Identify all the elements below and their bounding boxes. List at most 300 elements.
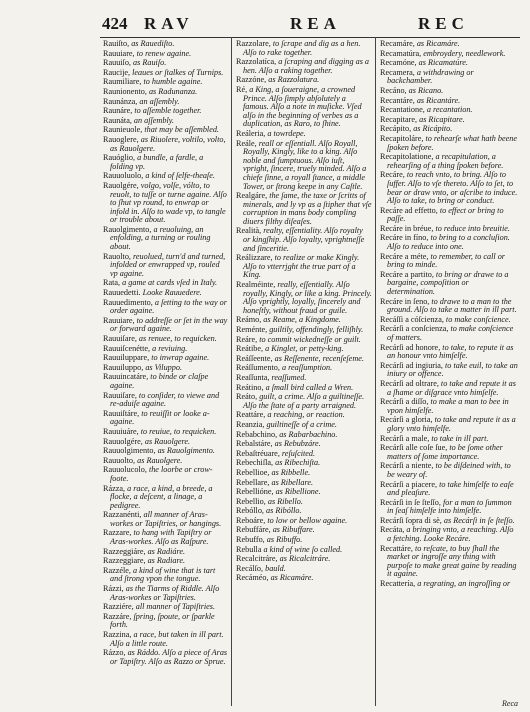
dictionary-entry	[103, 289, 228, 298]
entry-definition: as Rauolgere.	[144, 436, 191, 446]
entry-headword: Razziére,	[103, 602, 136, 612]
entry-headword: Recáméo,	[236, 573, 271, 583]
entry-definition: as Ribello.	[267, 496, 303, 506]
entry-definition: to humble againe.	[143, 77, 203, 87]
entry-definition: to ſcrape and dig as a hen. Alſo to rake together.	[243, 40, 361, 57]
dictionary-entry	[236, 374, 372, 383]
dictionary-entry	[236, 345, 372, 354]
entry-headword: Realità,	[236, 226, 264, 236]
entry-definition: as Rauolgere.	[137, 455, 183, 465]
entry-headword: Recapitolatione,	[380, 152, 436, 162]
dictionary-entry	[103, 557, 228, 566]
entry-definition: a King, a ſoueraigne, a crowned Prince. Alſo ſimply abſolutely a famous. Alſo a note in muſicke. Vſed alſo in the beginning of verbes as a duplication, as Raro, to ſhine.	[243, 84, 362, 129]
entry-headword: Rauuolucolo,	[103, 465, 149, 475]
entry-definition: to hang with Tapiſtry or Aras-workes. Alſo as Raſpure.	[110, 528, 212, 547]
dictionary-entry	[103, 345, 228, 354]
dictionary-entry	[380, 380, 518, 397]
entry-headword: Rauolgimento,	[103, 224, 154, 234]
entry-headword: Recamera,	[380, 67, 417, 77]
dictionary-entry	[236, 281, 372, 315]
dictionary-entry	[380, 234, 518, 251]
entry-headword: Reáleria,	[236, 128, 268, 138]
dictionary-entry	[236, 555, 372, 564]
entry-definition: for a man to ſummon in ſeaſ himſelfe into himſelfe.	[387, 497, 512, 516]
entry-headword: Recárſi a piacere,	[380, 479, 440, 489]
dictionary-entry	[103, 279, 228, 288]
entry-headword: Rauuolgére,	[103, 436, 145, 446]
entry-headword: Rauiſto,	[103, 40, 132, 48]
dictionary-entry	[103, 40, 228, 49]
entry-definition: as Ribóllo.	[266, 506, 302, 516]
dictionary-entry	[103, 631, 228, 648]
entry-definition: as Rabarbachino.	[279, 429, 338, 439]
dictionary-entry	[103, 69, 228, 78]
entry-headword: Reaſſunta,	[236, 372, 272, 382]
entry-definition: as Radiare.	[147, 556, 186, 566]
dictionary-entry	[103, 485, 228, 511]
entry-definition: as Ribbelle.	[271, 467, 311, 477]
dictionary-entry	[103, 649, 228, 666]
dictionary-entry	[103, 567, 228, 584]
entry-headword: Reálizzare,	[236, 253, 275, 263]
entry-headword: Reátibe,	[236, 344, 266, 354]
dictionary-entry	[236, 469, 372, 478]
dictionary-entry	[103, 50, 228, 59]
dictionary-entry	[380, 344, 518, 361]
entry-definition: as Viluppo.	[145, 362, 183, 372]
dictionary-entry	[103, 392, 228, 409]
entry-headword: Recárſi ad honore,	[380, 342, 443, 352]
dictionary-entry	[236, 526, 372, 535]
entry-headword: Rebellióne,	[236, 487, 276, 497]
dictionary-entry	[380, 69, 518, 86]
entry-definition: a race, but taken in ill part. Alſo a little route.	[110, 630, 224, 648]
dictionary-entry	[236, 86, 372, 129]
entry-headword: Recattáre,	[380, 543, 416, 553]
entry-definition: to take himſelfe to eaſe and pleaſure.	[387, 479, 514, 498]
entry-definition: as Rauolgimento.	[157, 446, 215, 456]
entry-headword: Recáno,	[380, 85, 409, 95]
dictionary-entry	[103, 136, 228, 153]
entry-headword: Reattáre,	[236, 410, 268, 420]
dictionary-entry	[380, 545, 518, 579]
entry-definition: to low or bellow againe.	[267, 515, 348, 525]
entry-headword: Rebulla	[236, 544, 264, 554]
entry-definition: a ſcraping and digging as a hen. Alſo a raking together.	[243, 57, 370, 75]
entry-headword: Realgáre,	[236, 191, 270, 201]
entry-headword: Reáre,	[236, 334, 260, 344]
dictionary-entry	[236, 574, 372, 583]
entry-definition: to aſſemble together.	[134, 106, 202, 116]
dictionary-entry	[103, 511, 228, 528]
dictionary-entry	[103, 98, 228, 107]
dictionary-entry	[103, 117, 228, 126]
dictionary-entry	[236, 498, 372, 507]
dictionary-entry	[236, 326, 372, 335]
entry-definition: all manner of Tapiſtries.	[135, 602, 216, 612]
entry-definition: bauld.	[265, 563, 286, 573]
running-header	[100, 14, 520, 36]
entry-definition: leaues or ſtalkes of Turnips.	[132, 67, 224, 77]
entry-headword: Rauóglio,	[103, 153, 138, 163]
entry-definition: as the Tiarms of Riddle. Alſo Aras-workes or Tapiſtries.	[110, 584, 220, 602]
entry-definition: Looke Rauuedere.	[142, 288, 202, 298]
entry-definition: as Ribuffare.	[272, 525, 315, 535]
dictionary-entry	[236, 517, 372, 526]
entry-definition: to conſider, to viewe and re-aduiſe againe.	[110, 390, 220, 409]
entry-definition: to binde or claſpe againe.	[110, 372, 209, 390]
entry-headword: Raunánza,	[103, 96, 140, 106]
dictionary-entry	[380, 416, 518, 433]
entry-headword: Rauuoluolo,	[103, 171, 146, 181]
entry-definition: to make conſcience.	[445, 314, 511, 324]
dictionary-entry	[236, 76, 372, 85]
entry-definition: as Riuolere, voltilo, volto, as Rauolgere.	[110, 134, 226, 153]
entry-headword: Rauuiluppo,	[103, 362, 146, 372]
entry-definition: as Ribellione.	[275, 487, 321, 497]
entry-headword: Recáre in bréue,	[380, 223, 436, 233]
entry-headword: Reáto,	[236, 392, 260, 402]
entry-headword: Rauuedimento,	[103, 297, 155, 307]
entry-definition: volgo, volſe, vólto, to reuolt, to tuſſe or turne againe. Alſo to ſhut vp round, to enwrap or infold in. Alſo to wade vp, to tangle or trouble about.	[110, 180, 227, 225]
entry-headword: Raunáre,	[103, 106, 135, 116]
dictionary-entry	[103, 529, 228, 546]
page-number: 424	[102, 14, 128, 33]
entry-headword: Recárſi a conſcienza,	[380, 324, 451, 334]
entry-headword: Rata,	[103, 278, 123, 288]
entry-definition: as renuee, to requicken.	[138, 334, 217, 343]
entry-headword: Reáſſeente,	[236, 353, 275, 363]
entry-headword: Rebuffo,	[236, 535, 267, 545]
dictionary-entry	[236, 393, 372, 410]
catchword: Reca	[502, 699, 518, 708]
entry-headword: Razzare,	[103, 528, 134, 538]
entry-headword: Rauolto,	[103, 251, 134, 261]
dictionary-entry	[236, 507, 372, 516]
dictionary-entry	[236, 450, 372, 459]
entry-definition: to reduce into breuitie.	[435, 223, 510, 233]
entry-definition: as Ricano.	[408, 85, 444, 95]
entry-headword: Rebellare,	[236, 477, 272, 487]
entry-headword: Realméinte,	[236, 280, 278, 290]
entry-definition: to bring to a concluſion. Alſo to reduce into one.	[387, 233, 510, 252]
entry-headword: Recárſi a male,	[380, 433, 432, 443]
entry-definition: to take euil, to take an iniury or offence.	[387, 360, 518, 379]
entry-definition: a kind of ſelfe-theaſe.	[145, 171, 215, 181]
column-rule	[231, 37, 232, 706]
entry-definition: a bundle, a fardle, a folding vp.	[110, 153, 204, 171]
entry-definition: realty, eſſentiality. Alſo royalty or kingſhip. Alſo loyalty, vprightneſſe and ſinceritie.	[243, 226, 365, 253]
entry-definition: guiltineſſe of a crime.	[266, 419, 337, 429]
header-right-word: REC	[418, 14, 469, 33]
entry-headword: Rebaſtréuare,	[236, 448, 282, 458]
dictionary-entry	[103, 317, 228, 334]
entry-headword: Recápito,	[380, 124, 414, 134]
entry-definition: a kind of wine ſo called.	[263, 544, 343, 554]
dictionary-entry	[103, 226, 228, 252]
entry-definition: a withdrawing or backchamber.	[387, 67, 474, 86]
entry-headword: Recárſi in ſe ſteſſo,	[380, 497, 443, 507]
entry-headword: Recáta,	[380, 525, 407, 535]
dictionary-entry	[236, 431, 372, 440]
dictionary-entry	[380, 580, 518, 589]
entry-definition: ſpring, ſpoute, or ſparkle forth.	[110, 611, 215, 630]
dictionary-entry	[380, 135, 518, 152]
dictionary-entry	[380, 316, 518, 325]
entry-definition: a bringing vnto, a reaching. Alſo a fetching. Looke Recáre.	[387, 525, 514, 544]
dictionary-entry	[236, 140, 372, 192]
entry-headword: Razzóne,	[236, 75, 269, 85]
dictionary-entry	[103, 126, 228, 135]
dictionary-entry	[380, 207, 518, 224]
dictionary-entry	[103, 438, 228, 447]
entry-definition: to addreſſe or ſet in the way or forward againe.	[110, 315, 228, 334]
entry-definition: as Rauiſo.	[133, 58, 167, 68]
dictionary-entry	[236, 254, 372, 280]
dictionary-entry	[103, 447, 228, 456]
entry-headword: Reáſſumento,	[236, 363, 282, 373]
column-middle	[236, 40, 372, 706]
entry-definition: as Ricamáre.	[416, 40, 460, 48]
entry-definition: as Ricamatúre.	[418, 58, 468, 68]
dictionary-entry	[380, 171, 518, 205]
entry-headword: Rázza,	[103, 483, 128, 493]
entry-headword: Rebalstáre,	[236, 439, 275, 449]
entry-headword: Recalcitráre,	[236, 554, 280, 564]
entry-headword: Razzanénti,	[103, 510, 144, 520]
dictionary-entry	[380, 435, 518, 444]
entry-definition: a recantation.	[426, 105, 473, 115]
dictionary-entry	[103, 299, 228, 316]
entry-definition: the loorbe or crow-foote.	[110, 465, 213, 483]
dictionary-entry	[236, 565, 372, 574]
entry-definition: an aſſembly.	[139, 96, 180, 106]
dictionary-entry	[380, 398, 518, 415]
entry-headword: Reátino,	[236, 382, 266, 392]
dictionary-entry	[236, 58, 372, 75]
entry-headword: Recáre a partito,	[380, 269, 436, 279]
entry-headword: Razzáre,	[103, 611, 134, 621]
entry-definition: guilt, a crime. Alſo a guiltineſſe. Alſo the ſtate of a party arraigned.	[243, 392, 365, 410]
entry-definition: guiltily, offendingly, felliſhly.	[269, 325, 364, 334]
dictionary-entry	[236, 192, 372, 226]
entry-headword: Recárſi ad oltrare,	[380, 378, 441, 388]
entry-headword: Raumiliare,	[103, 77, 144, 87]
dictionary-entry	[103, 78, 228, 87]
dictionary-entry	[103, 373, 228, 390]
dictionary-entry	[103, 182, 228, 225]
dictionary-entry	[236, 40, 372, 57]
dictionary-entry	[103, 59, 228, 68]
dictionary-entry	[236, 316, 372, 325]
entry-definition: to realize or make Kingly. Alſo to vtterrjght the true part of a King.	[243, 253, 360, 280]
entry-definition: to rehearſe what hath beene ſpoken before.	[387, 133, 518, 152]
dictionary-entry	[380, 517, 518, 526]
entry-definition: as Ricapitare.	[419, 114, 465, 124]
dictionary-entry	[103, 613, 228, 630]
dictionary-entry	[236, 384, 372, 393]
entry-headword: Rauolgére,	[103, 180, 141, 190]
entry-definition: to renew againe.	[136, 48, 192, 58]
dictionary-entry	[380, 40, 518, 49]
entry-headword: Razzéle,	[103, 565, 133, 575]
dictionary-entry	[380, 116, 518, 125]
dictionary-entry	[380, 50, 518, 59]
entry-headword: Rauuolgimento,	[103, 446, 158, 456]
entry-headword: Rebuffáre,	[236, 525, 273, 535]
entry-definition: the ſame, the taxe or ſcritts of minerals, and ly vp as a ſtipher that vſe corruption in mans body compling diuers filthy diſeaſes.	[243, 191, 372, 226]
dictionary-entry	[103, 172, 228, 181]
dictionary-entry	[380, 59, 518, 68]
entry-definition: a regrating, an ingroſſing or	[417, 579, 511, 589]
dictionary-entry	[380, 271, 518, 297]
entry-definition: reall or eſſentiall. Alſo Royall, Royally, Kingly, like to a king. Alſo noble and ſumptuous. Alſo iuſt, vpright, ſincere, truely minded. Alſo a chiefe ſinne, a royall ſtance, a middle Tower, or ſtrong keepe in any Caſtle.	[243, 138, 367, 191]
dictionary-entry	[236, 440, 372, 449]
entry-definition: to drawe to a man to the ground. Alſo to take a matter in ill part.	[387, 296, 517, 315]
dictionary-entry	[236, 355, 372, 364]
entry-headword: Reboáre,	[236, 515, 268, 525]
entry-definition: a reuoluing, an enfolding, a turning or rouling about.	[110, 224, 211, 252]
entry-headword: Reménte,	[236, 325, 270, 334]
entry-headword: Recárſi alle coſe ſue,	[380, 443, 450, 453]
dictionary-entry	[103, 354, 228, 363]
entry-definition: as Ricalcitráre.	[279, 554, 331, 564]
entry-definition: a ſmall bird called a Wren.	[265, 382, 354, 392]
dictionary-entry	[380, 298, 518, 315]
entry-definition: a recapitulation, a rehearſing of a thing ſpoken before.	[387, 152, 504, 170]
entry-headword: Rauuiſo,	[103, 58, 134, 68]
entry-definition: reſuſcited.	[281, 448, 316, 458]
dictionary-entry	[103, 335, 228, 344]
entry-headword: Reanzia,	[236, 419, 267, 429]
entry-headword: Rázzi,	[103, 584, 126, 594]
entry-definition: as Radiáre.	[147, 546, 186, 556]
entry-headword: Recamatúra,	[380, 48, 424, 58]
dictionary-entry	[236, 546, 372, 555]
dictionary-entry	[380, 106, 518, 115]
entry-headword: Rebabchino,	[236, 429, 280, 439]
entry-headword: Razzina,	[103, 630, 134, 639]
entry-headword: Recárſi ad ingiuria,	[380, 360, 446, 370]
dictionary-entry	[236, 536, 372, 545]
entry-headword: Rauuolto,	[103, 455, 138, 465]
entry-definition: reuolued, turn'd and turned, infolded or enwrapped vp, rouled vp againe.	[110, 251, 226, 278]
entry-headword: Raunionento,	[103, 86, 149, 96]
entry-headword: Recapitoláre,	[380, 133, 426, 143]
dictionary-entry	[103, 364, 228, 373]
entry-definition: to be diſdeined with, to be weary of.	[387, 461, 511, 479]
entry-headword: Reámo,	[236, 315, 264, 325]
entry-headword: Recárſi ſopra di sè,	[380, 515, 444, 525]
entry-definition: to take in ill part.	[431, 433, 489, 443]
entry-definition: to reuiſſit or looke a-againe.	[110, 408, 210, 427]
entry-definition: as Ráddo. Alſo a piece of Aras or Tapiſtry. Alſo as Razzo or Sprue.	[110, 648, 228, 666]
entry-headword: Recárſi a diſſo,	[380, 397, 431, 407]
dictionary-entry	[236, 130, 372, 139]
entry-definition: all manner of Aras-workes or Tapiſtries, or hangings.	[110, 510, 222, 528]
dictionary-entry	[103, 548, 228, 557]
entry-headword: Rebellioe,	[236, 467, 272, 477]
entry-definition: a game at cards vſed in Italy.	[122, 278, 218, 288]
entry-headword: Recapitare,	[380, 114, 420, 124]
entry-headword: Rauuiſcenétte,	[103, 343, 153, 353]
entry-headword: Rauuiluppare,	[103, 353, 152, 363]
entry-headword: Rebellio,	[236, 496, 268, 506]
dictionary-entry	[236, 336, 372, 345]
entry-headword: Recáre,	[380, 170, 407, 180]
entry-definition: to inwrap againe.	[151, 353, 210, 363]
dictionary-entry	[103, 154, 228, 171]
dictionary-entry	[236, 227, 372, 253]
dictionary-entry	[380, 225, 518, 234]
dictionary-entry	[380, 481, 518, 498]
entry-headword: Recárſi a gloria,	[380, 415, 435, 425]
dictionary-entry	[236, 479, 372, 488]
entry-definition: that may be aſſembled.	[144, 125, 219, 135]
entry-headword: Rázzo,	[103, 648, 128, 658]
dictionary-entry	[103, 88, 228, 97]
dictionary-entry	[236, 459, 372, 468]
entry-headword: Recárſi a niente,	[380, 461, 436, 471]
entry-headword: Recáre ad effetto,	[380, 205, 440, 215]
entry-definition: a kind of wine that is tart and ſtrong vpon the tongue.	[110, 565, 216, 584]
dictionary-entry	[380, 97, 518, 106]
entry-headword: Rauuiſtáre,	[103, 408, 142, 418]
entry-headword: Recamáre,	[380, 40, 417, 48]
dictionary-entry	[103, 585, 228, 602]
entry-definition: a race, a kind, a breede, a flocke, a deſcent, a linage, a pedigree.	[110, 483, 213, 510]
entry-headword: Rauuincatáre,	[103, 372, 151, 382]
entry-definition: as Ribuffo.	[266, 535, 303, 545]
dictionary-entry	[103, 253, 228, 279]
entry-definition: to remember, to call or bring to minde.	[387, 251, 505, 270]
entry-definition: embroydery, needlework.	[423, 48, 506, 58]
entry-definition: as Recárſi in ſe ſteſſo.	[443, 515, 515, 525]
entry-definition: to reuiue, to requicken.	[140, 426, 217, 436]
dictionary-entry	[103, 603, 228, 612]
entry-definition: as Ricamáre.	[270, 573, 314, 583]
header-middle-word: REA	[290, 14, 341, 33]
entry-definition: reaſſumed.	[271, 372, 307, 382]
entry-definition: to bring or drawe to a bargaine, compoſition or determination.	[387, 269, 509, 297]
entry-definition: a reaſſumption.	[281, 363, 333, 373]
dictionary-entry	[103, 428, 228, 437]
entry-definition: as Ricantáre.	[416, 95, 461, 105]
entry-headword: Rebechiſla,	[236, 458, 276, 468]
entry-headword: Recáre a méte,	[380, 251, 431, 261]
entry-definition: to make a man to bee in vpon himſelfe.	[387, 397, 509, 415]
entry-definition: as Reame, a Kingdome.	[263, 315, 341, 325]
entry-definition: as Radunanza.	[148, 86, 198, 96]
entry-definition: to take and repute it as a ſhame or diſgrace vnto himſelfe.	[387, 378, 516, 397]
dictionary-entry	[380, 125, 518, 134]
entry-definition: as Rebubzáre.	[274, 439, 321, 449]
entry-definition: to make conſcience of matters.	[387, 324, 514, 342]
entry-definition: as Razzolatura.	[268, 75, 320, 85]
entry-definition: to be ſome other matters of ſome importance.	[387, 443, 503, 461]
entry-headword: Raunieuole,	[103, 125, 145, 135]
dictionary-entry	[236, 488, 372, 497]
column-right	[380, 40, 518, 706]
entry-definition: a Kinglet, or petty-king.	[265, 344, 344, 354]
entry-definition: to take, to repute it as an honour vnto himſelfe.	[387, 342, 514, 361]
dictionary-entry	[103, 107, 228, 116]
entry-headword: Rauuiare,	[103, 315, 137, 325]
dictionary-entry	[236, 411, 372, 420]
entry-definition: a towrdepe.	[267, 128, 306, 138]
entry-headword: Recálſo,	[236, 563, 266, 573]
entry-headword: Rauuedetti.	[103, 288, 143, 298]
